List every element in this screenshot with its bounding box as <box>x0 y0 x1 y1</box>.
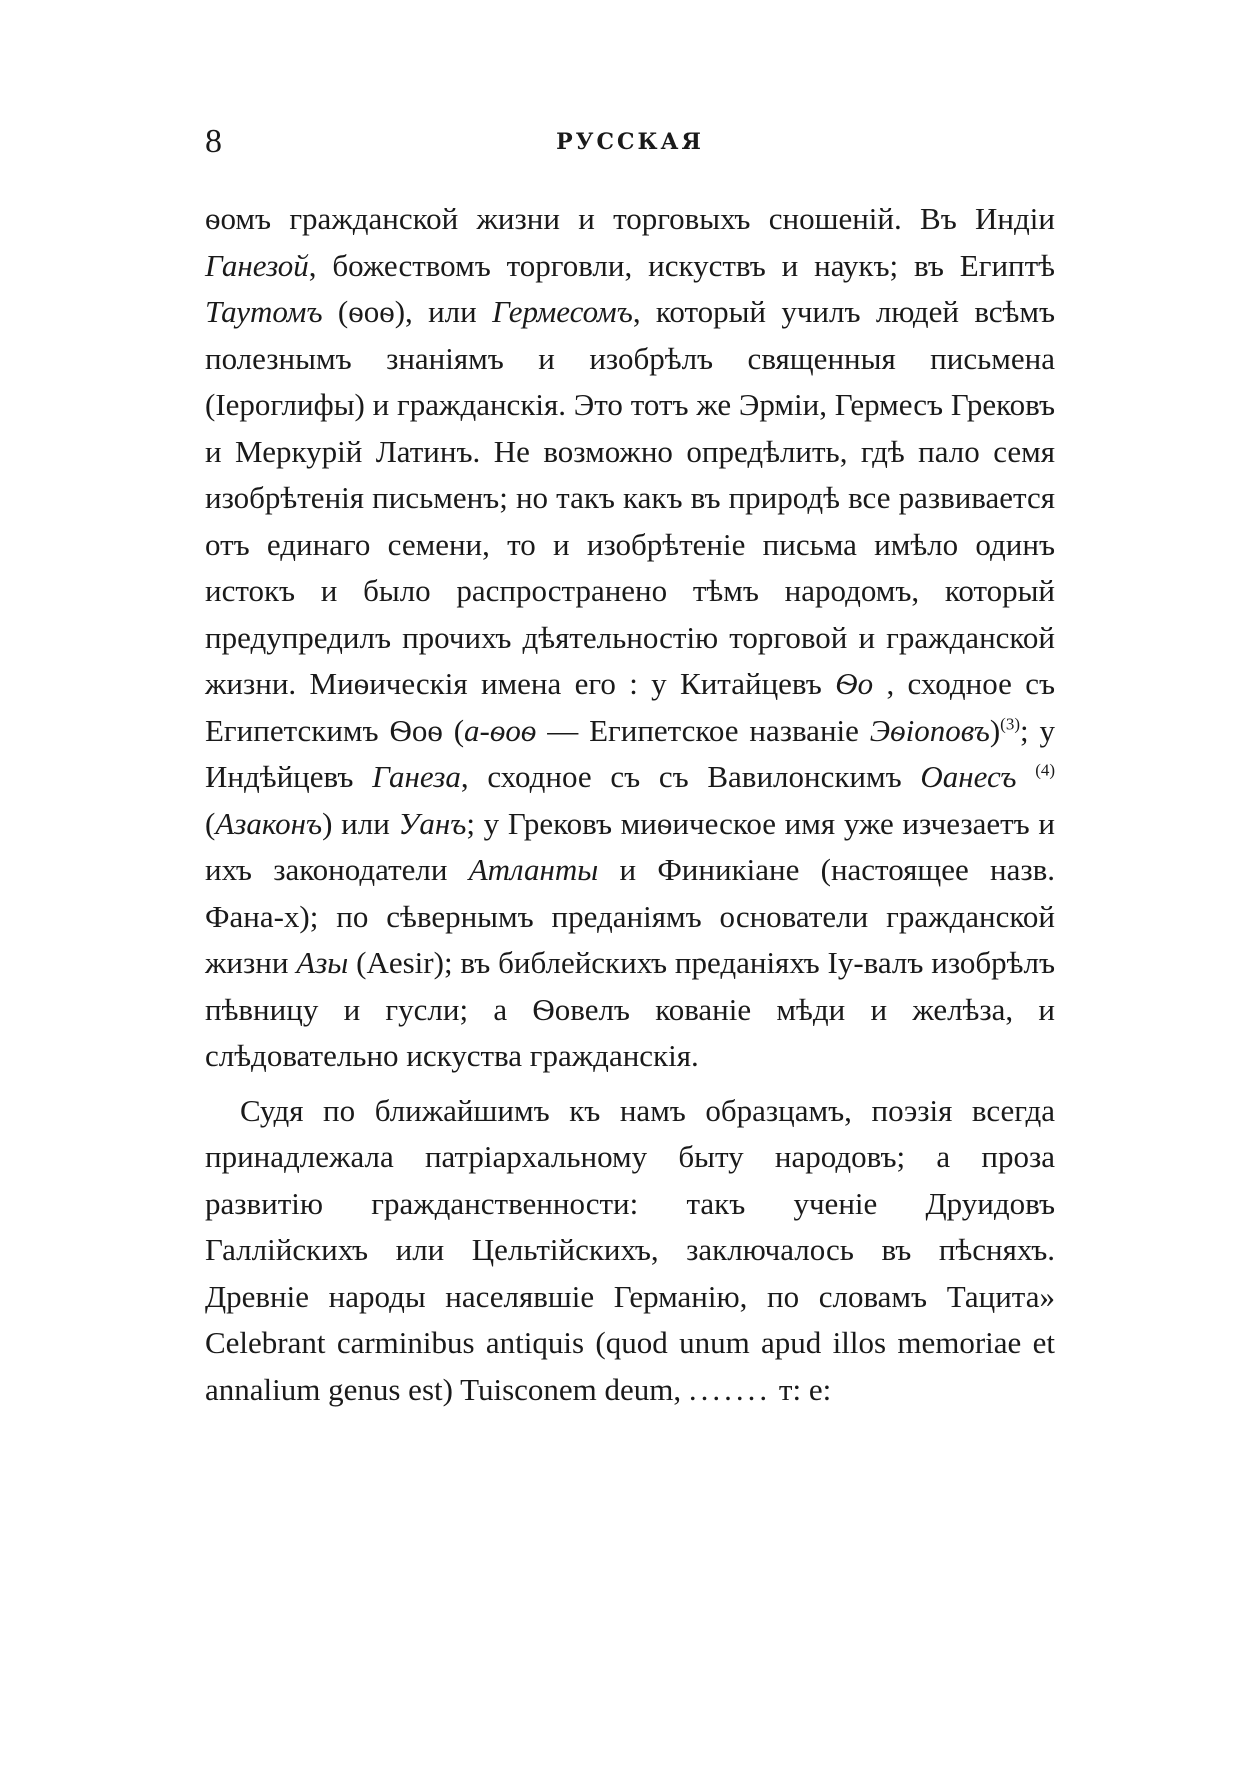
text-run: , божествомъ торговли, искуствъ и наукъ; въ Египтѣ <box>308 247 1055 283</box>
ellipsis: ....... <box>688 1371 772 1407</box>
italic-term: Ганезой <box>205 247 309 283</box>
page-number: 8 <box>205 123 222 160</box>
text-run: ( <box>205 805 216 841</box>
text-run: , сходное съ Египетскимъ Ѳоѳ ( <box>205 666 1055 748</box>
italic-term: Таутомъ <box>205 294 323 329</box>
text-run: т: е: <box>771 1371 832 1407</box>
italic-term: Атланты <box>468 852 599 887</box>
text-run: ) <box>989 712 1001 748</box>
text-run: Судя по ближайшимъ къ намъ образцамъ, поэзія всегда принадлежала патріархальному быту народовъ; а проза развитію гражданственности: такъ ученіе Друидовъ Галлійскихъ или Цельтійскихъ, заключалось въ пѣсняхъ. Древніе народы населявшіе Германію, по словамъ Тацита» Celebrant carminibus antiquis (quod unum apud illos memoriae et annalium genus est) Tuisconem deum, <box>205 1092 1055 1407</box>
text-run: ) или <box>322 805 399 841</box>
italic-term: Оанесъ <box>920 759 1017 794</box>
body-text <box>205 196 1055 1413</box>
italic-term: Ѳо <box>835 666 874 701</box>
text-run: (ѳоѳ), или <box>322 294 493 329</box>
text-run: (Aesir); въ библейскихъ преданіяхъ Іу-валъ изобрѣлъ пѣвницу и гусли; а Ѳовелъ кованіе мѣди и желѣза, и слѣдовательно искуства гражданскія. <box>205 945 1055 1073</box>
italic-term: Азаконъ <box>215 805 323 841</box>
footnote-ref: (4) <box>1035 760 1056 780</box>
text-run: , который училъ людей всѣмъ полезнымъ знаніямъ и изобрѣлъ священныя письмена (Іероглифы) и гражданскія. Это тотъ же Эрміи, Гермесъ Грековъ и Меркурій Латинъ. Не возможно опредѣлить, гдѣ пало семя изобрѣтенія письменъ; но такъ какъ въ природѣ все развивается отъ единаго семени, то и изобрѣтеніе письма имѣло одинъ истокъ и было распространено тѣмъ народомъ, который предупредилъ прочихъ дѣятельностію торговой и гражданской жизни. Миѳическія имена его : у Китайцевъ <box>205 294 1056 701</box>
text-run: — Египетское названіе <box>536 712 870 748</box>
running-title: РУССКАЯ <box>556 129 704 155</box>
italic-term: Гермесомъ <box>492 294 633 329</box>
text-run: , сходное съ съ Вавилонскимъ <box>460 759 921 794</box>
running-head <box>205 122 1055 162</box>
text-run: и Финикіане (настоящее назв. Фана-х); по сѣвернымъ преданіямъ основатели гражданской жизни <box>205 852 1055 980</box>
italic-term: а-ѳоѳ <box>464 712 537 748</box>
footnote-ref: (3) <box>1000 714 1020 734</box>
italic-term: Эѳіоповъ <box>869 712 990 748</box>
text-run: ; у Индѣйцевъ <box>205 712 1055 794</box>
italic-term: Уанъ <box>398 805 467 841</box>
text-run: ; у Грековъ миѳическое имя уже изчезаетъ и ихъ законодатели <box>205 805 1055 887</box>
text-run: ѳомъ гражданской жизни и торговыхъ сношеній. Въ Индіи <box>205 201 1055 236</box>
paragraph <box>205 196 1055 1080</box>
paragraph <box>205 1088 1055 1414</box>
italic-term: Азы <box>296 945 349 980</box>
italic-term: Ганеза <box>372 759 461 794</box>
